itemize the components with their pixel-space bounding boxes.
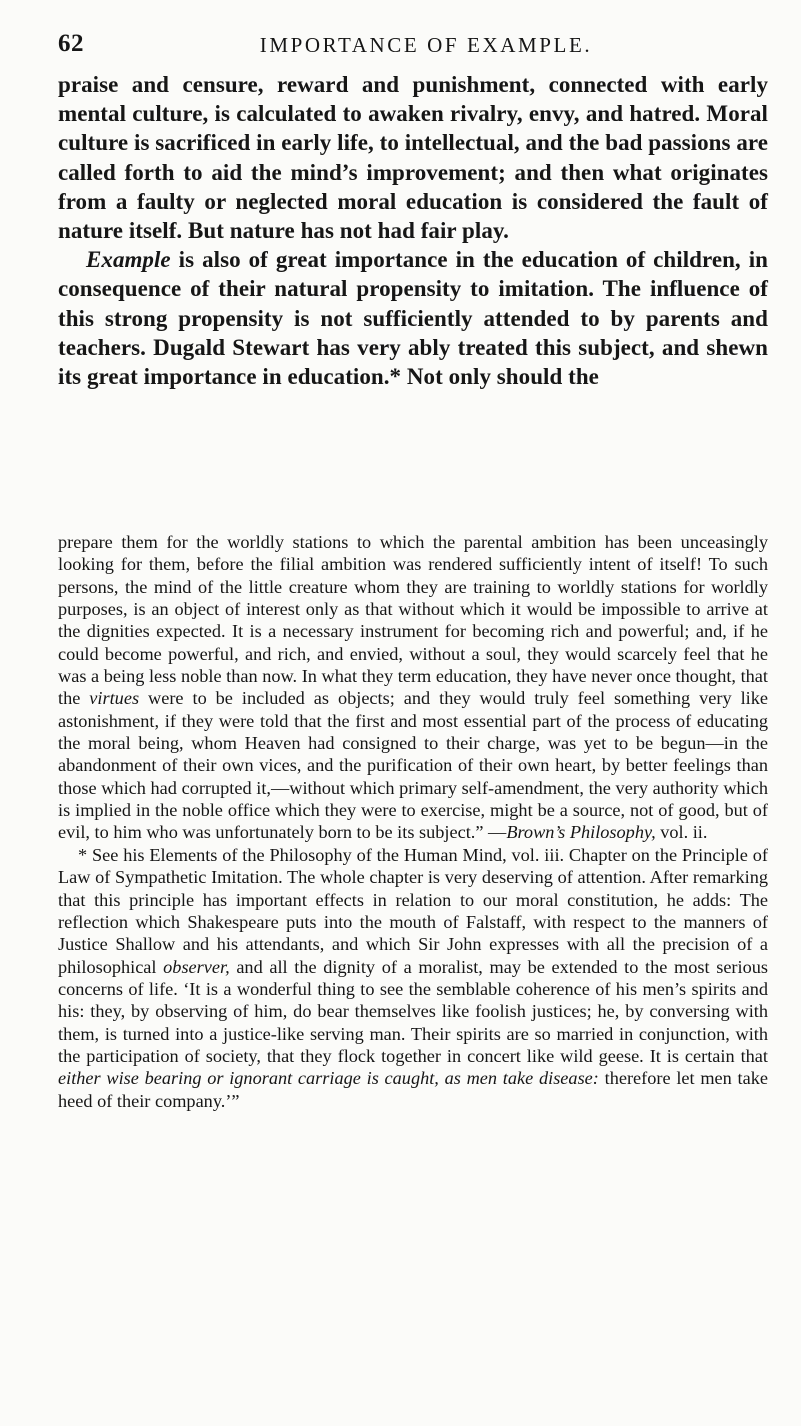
footnote-star <box>58 844 768 1112</box>
body-text <box>58 70 768 391</box>
emphasis-example: Example <box>86 247 171 273</box>
body-paragraph-2-text: is also of great importance in the education of children, in consequence of their natural propensity to imitation. The influence of this strong propensity is not sufficiently attended to by parents and teachers. Dugald Stewart has very ably treated this subject, and shewn its great importance in education.* Not only should the <box>58 247 768 390</box>
footnote-text: vol. ii. <box>655 822 708 843</box>
page-number: 62 <box>58 30 84 57</box>
footnote-continuation <box>58 531 768 844</box>
page-header <box>58 30 768 66</box>
citation-italic: Brown’s Philosophy, <box>506 822 656 843</box>
running-title: IMPORTANCE OF EXAMPLE. <box>259 33 593 57</box>
footnotes <box>58 531 768 1112</box>
body-paragraph-2 <box>58 245 768 391</box>
footnote-italic: observer, <box>163 956 230 977</box>
footnote-text: * See his Elements of the Philosophy of the Human Mind, vol. iii. Chapter on the Principle of Law of Sympathetic Imitation. The whole chapter is very deserving of attention. After remarking that this principle has important effects in relation to our moral constitution, he adds: The reflection which Shakespeare puts into the mouth of Falstaff, with respect to the manners of Justice Shallow and his attendants, and which Sir John expresses with all the precision of a philosophical <box>58 844 768 977</box>
footnote-text: therefore let men take heed of their company.’” <box>58 1068 768 1111</box>
footnote-text: prepare them for the worldly stations to which the parental ambition has been unceasingly looking for them, before the filial ambition was rendered sufficiently intent of itself! To such persons, the mind of the little creature whom they are training to worldly stations for worldly purposes, is an object of interest only as that without which it would be impossible to arrive at the dignities expected. It is a necessary instrument for becoming rich and powerful; and, if he could become powerful, and rich, and envied, without a soul, they would scarcely feel that he was a being less noble than now. In what they term education, they have never once thought, that the <box>58 532 768 709</box>
body-paragraph-1: praise and censure, reward and punishment, connected with early mental culture, is calculated to awaken rivalry, envy, and hatred. Moral culture is sacrificed in early life, to intellectual, and the bad passions are called forth to aid the mind’s improvement; and then what originates from a faulty or neglected moral education is considered the fault of nature itself. But nature has not had fair play. <box>58 72 768 244</box>
footnote-italic: either wise bearing or ignorant carriage is caught, as men take disease: <box>58 1068 599 1089</box>
footnote-text: were to be included as objects; and they would truly feel something very like astonishment, if they were told that the first and most essential part of the process of educating the moral being, whom Heaven had consigned to their charge, was yet to be begun—in the abandonment of their own vices, and the purification of their own heart, by better feelings than those which had corrupted it,—without which primary self-amendment, the very authority which is implied in the noble office which they were to exercise, might be a source, not of good, but of evil, to him who was unfortunately born to be its subject.” — <box>58 688 769 843</box>
footnote-italic: virtues <box>89 688 140 709</box>
footnote-text: and all the dignity of a moralist, may be extended to the most serious concerns of life. ‘It is a wonderful thing to see the semblable coherence of his men’s spirits and his: they, by observing of him, do bear themselves like foolish justices; he, by conversing with them, is turned into a justice-like serving man. Their spirits are so married in conjunction, with the participation of society, that they flock together in concert like wild geese. It is certain that <box>58 956 768 1066</box>
